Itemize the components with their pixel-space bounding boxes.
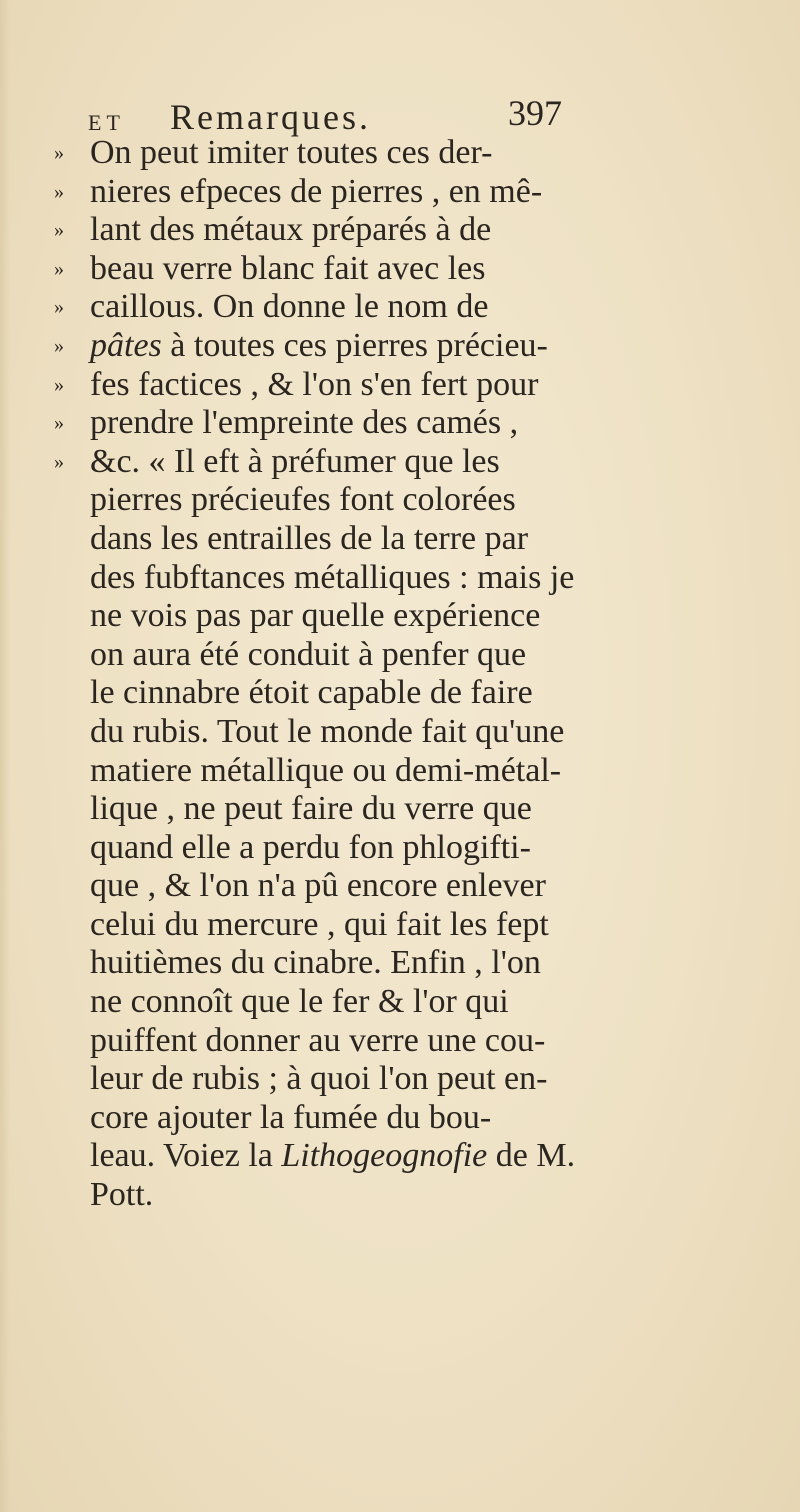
page-edge-shadow xyxy=(0,0,10,1512)
line-text: ne vois pas par quelle expérience xyxy=(90,597,541,635)
line-text: beau verre blanc fait avec les xyxy=(90,249,486,287)
line-text: huitièmes du cinabre. Enfin , l'on xyxy=(90,944,541,982)
text-line xyxy=(54,366,754,405)
line-text: quand elle a perdu fon phlogifti- xyxy=(90,828,531,866)
italic-term: Lithogeognofie xyxy=(281,1137,488,1175)
line-text: nieres efpeces de pierres , en mê- xyxy=(90,172,543,210)
line-text: On peut imiter toutes ces der- xyxy=(90,134,493,171)
line-text: lant des métaux préparés à de xyxy=(90,211,492,249)
text-line xyxy=(54,211,754,250)
text-line xyxy=(54,1060,754,1099)
text-line xyxy=(54,983,754,1022)
text-line xyxy=(54,288,754,327)
body-text xyxy=(54,134,754,1215)
text-line xyxy=(54,636,754,675)
quote-mark: » xyxy=(54,450,64,473)
page-number: 397 xyxy=(508,93,562,133)
quote-mark: » xyxy=(54,180,64,203)
quote-mark: » xyxy=(54,296,64,319)
line-text: core ajouter la fumée du bou- xyxy=(90,1098,492,1136)
text-line xyxy=(54,944,754,983)
line-text: prendre l'empreinte des camés , xyxy=(90,404,519,442)
text-line xyxy=(54,250,754,289)
text-line xyxy=(54,404,754,443)
line-text: matiere métallique ou demi-métal- xyxy=(90,751,562,789)
line-text: &c. « Il eft à préfumer que les xyxy=(90,442,500,480)
quote-mark: » xyxy=(54,219,64,242)
text-line xyxy=(54,134,754,173)
text-line xyxy=(54,327,754,366)
line-text: que , & l'on n'a pû encore enlever xyxy=(90,867,546,905)
line-text: Pott. xyxy=(90,1176,154,1214)
text-line xyxy=(54,520,754,559)
text-line xyxy=(54,790,754,829)
text-line xyxy=(54,674,754,713)
text-line xyxy=(54,173,754,212)
quote-mark: » xyxy=(54,373,64,396)
text-line xyxy=(54,443,754,482)
line-text: dans les entrailles de la terre par xyxy=(90,519,529,557)
quote-mark: » xyxy=(54,257,64,280)
line-text: ne connoît que le fer & l'or qui xyxy=(90,983,509,1021)
text-line xyxy=(54,829,754,868)
text-line xyxy=(54,906,754,945)
line-text: pierres précieufes font colorées xyxy=(90,481,516,519)
line-text: on aura été conduit à penfer que xyxy=(90,635,527,673)
text-line xyxy=(54,481,754,520)
line-text-continued: à toutes ces pierres précieu- xyxy=(161,326,548,364)
text-line xyxy=(54,752,754,791)
line-text: lique , ne peut faire du verre que xyxy=(90,790,532,828)
italic-term: pâtes xyxy=(90,326,162,364)
text-line xyxy=(54,597,754,636)
quote-mark: » xyxy=(54,334,64,357)
text-line xyxy=(54,1099,754,1138)
text-line xyxy=(54,867,754,906)
header-title: Remarques. xyxy=(170,97,371,137)
line-text: celui du mercure , qui fait les fept xyxy=(90,905,549,943)
quote-mark: » xyxy=(54,412,64,435)
line-text: leur de rubis ; à quoi l'on peut en- xyxy=(90,1060,548,1098)
line-text: des fubftances métalliques : mais je xyxy=(90,558,575,596)
text-line xyxy=(54,1176,754,1215)
line-text: puiffent donner au verre une cou- xyxy=(90,1021,546,1059)
quote-mark: » xyxy=(54,142,64,164)
header-lead: ET xyxy=(88,110,125,135)
text-line xyxy=(54,1022,754,1061)
line-text: le cinnabre étoit capable de faire xyxy=(90,674,533,712)
line-text: du rubis. Tout le monde fait qu'une xyxy=(90,712,565,750)
running-header xyxy=(88,92,588,136)
line-text: fes factices , & l'on s'en fert pour xyxy=(90,365,539,403)
line-text: caillous. On donne le nom de xyxy=(90,288,489,326)
line-text-continued: de M. xyxy=(487,1137,576,1175)
text-line xyxy=(54,559,754,598)
line-text: leau. Voiez la xyxy=(90,1137,282,1175)
text-line xyxy=(54,713,754,752)
text-line xyxy=(54,1137,754,1176)
